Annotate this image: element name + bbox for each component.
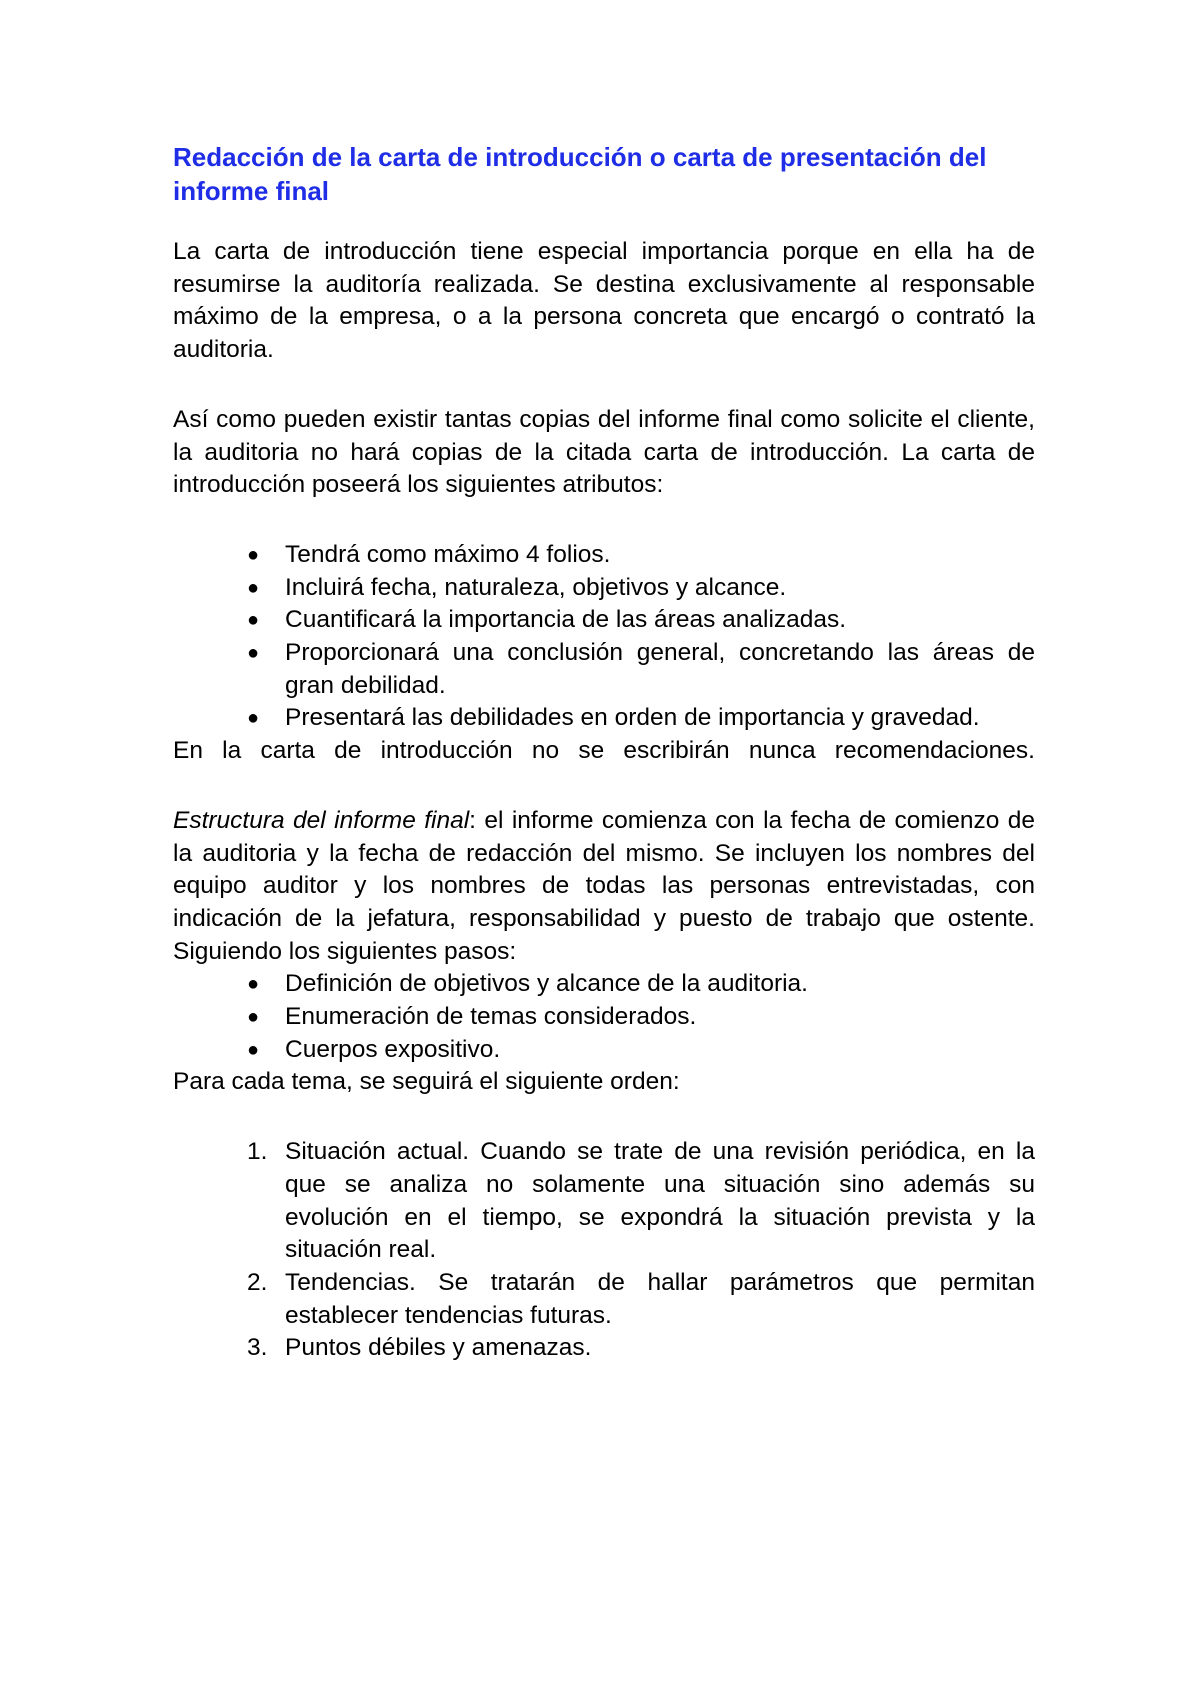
list-item: ● Enumeración de temas considerados. — [285, 1001, 1035, 1034]
list-item: ● Proporcionará una conclusión general, concretando las áreas de gran debilidad. — [247, 639, 1035, 699]
paragraph-no-recommendations: En la carta de introducción no se escribirán nunca recomendaciones. — [173, 737, 1035, 765]
list-item: 1. Situación actual. Cuando se trate de una revisión periódica, en la que se analiza no solamente una situación sino además su evolución en el tiempo, se expondrá la situación prevista y la situación real. — [247, 1138, 1035, 1264]
paragraph-copies: Así como pueden existir tantas copias del informe final como solicite el cliente, la auditoria no hará copias de la citada carta de introducción. La carta de introducción poseerá los siguientes atributos: — [173, 405, 1035, 499]
list-number: 2. — [247, 1268, 268, 1296]
list-item: 3. Puntos débiles y amenazas. — [285, 1332, 1035, 1365]
list-item: ● Definición de objetivos y alcance de la auditoria. — [285, 968, 1035, 1001]
list-item: 2. Tendencias. Se tratarán de hallar parámetros que permitan establecer tendencias futuras. — [247, 1268, 1035, 1329]
bullet-icon: ● — [247, 609, 260, 632]
list-item: ● Tendrá como máximo 4 folios. — [285, 539, 1035, 572]
list-item: ● Cuantificará la importancia de las áreas analizadas. — [285, 604, 1035, 637]
bullet-icon: ● — [247, 642, 260, 665]
list-item: ● Presentará las debilidades en orden de importancia y gravedad. — [285, 702, 1035, 735]
document-title: Redacción de la carta de introducción o carta de presentación del informe final — [173, 142, 987, 206]
list-number: 3. — [247, 1334, 268, 1362]
order-list — [173, 1136, 1035, 1365]
list-item: ● Cuerpos expositivo. — [285, 1034, 1035, 1067]
paragraph-order-intro: Para cada tema, se seguirá el siguiente orden: — [173, 1068, 680, 1096]
steps-list — [173, 968, 1035, 1066]
list-item: ● Incluirá fecha, naturaleza, objetivos y alcance. — [285, 572, 1035, 605]
bullet-icon: ● — [247, 576, 260, 599]
document-page — [173, 140, 1035, 1365]
paragraph-structure — [173, 805, 1035, 969]
attributes-list — [173, 539, 1035, 735]
bullet-icon: ● — [247, 707, 260, 730]
bullet-icon: ● — [247, 973, 260, 996]
bullet-icon: ● — [247, 543, 260, 566]
paragraph-introduction: La carta de introducción tiene especial importancia porque en ella ha de resumirse la auditoría realizada. Se destina exclusivamente al responsable máximo de la empresa, o a la persona concreta que encargó o contrató la auditoria. — [173, 238, 1035, 364]
bullet-icon: ● — [247, 1038, 260, 1061]
list-number: 1. — [247, 1138, 268, 1166]
bullet-icon: ● — [247, 1006, 260, 1029]
structure-text: : el informe comienza con la fecha de comienzo de la auditoria y la fecha de redacción del mismo. Se incluyen los nombres del equipo auditor y los nombres de todas las personas entrevistadas, con indicación de la jefatura, responsabilidad y puesto de trabajo que ostente. Siguiendo los siguientes pasos: — [173, 806, 1035, 965]
structure-label: Estructura del informe final — [173, 806, 470, 834]
